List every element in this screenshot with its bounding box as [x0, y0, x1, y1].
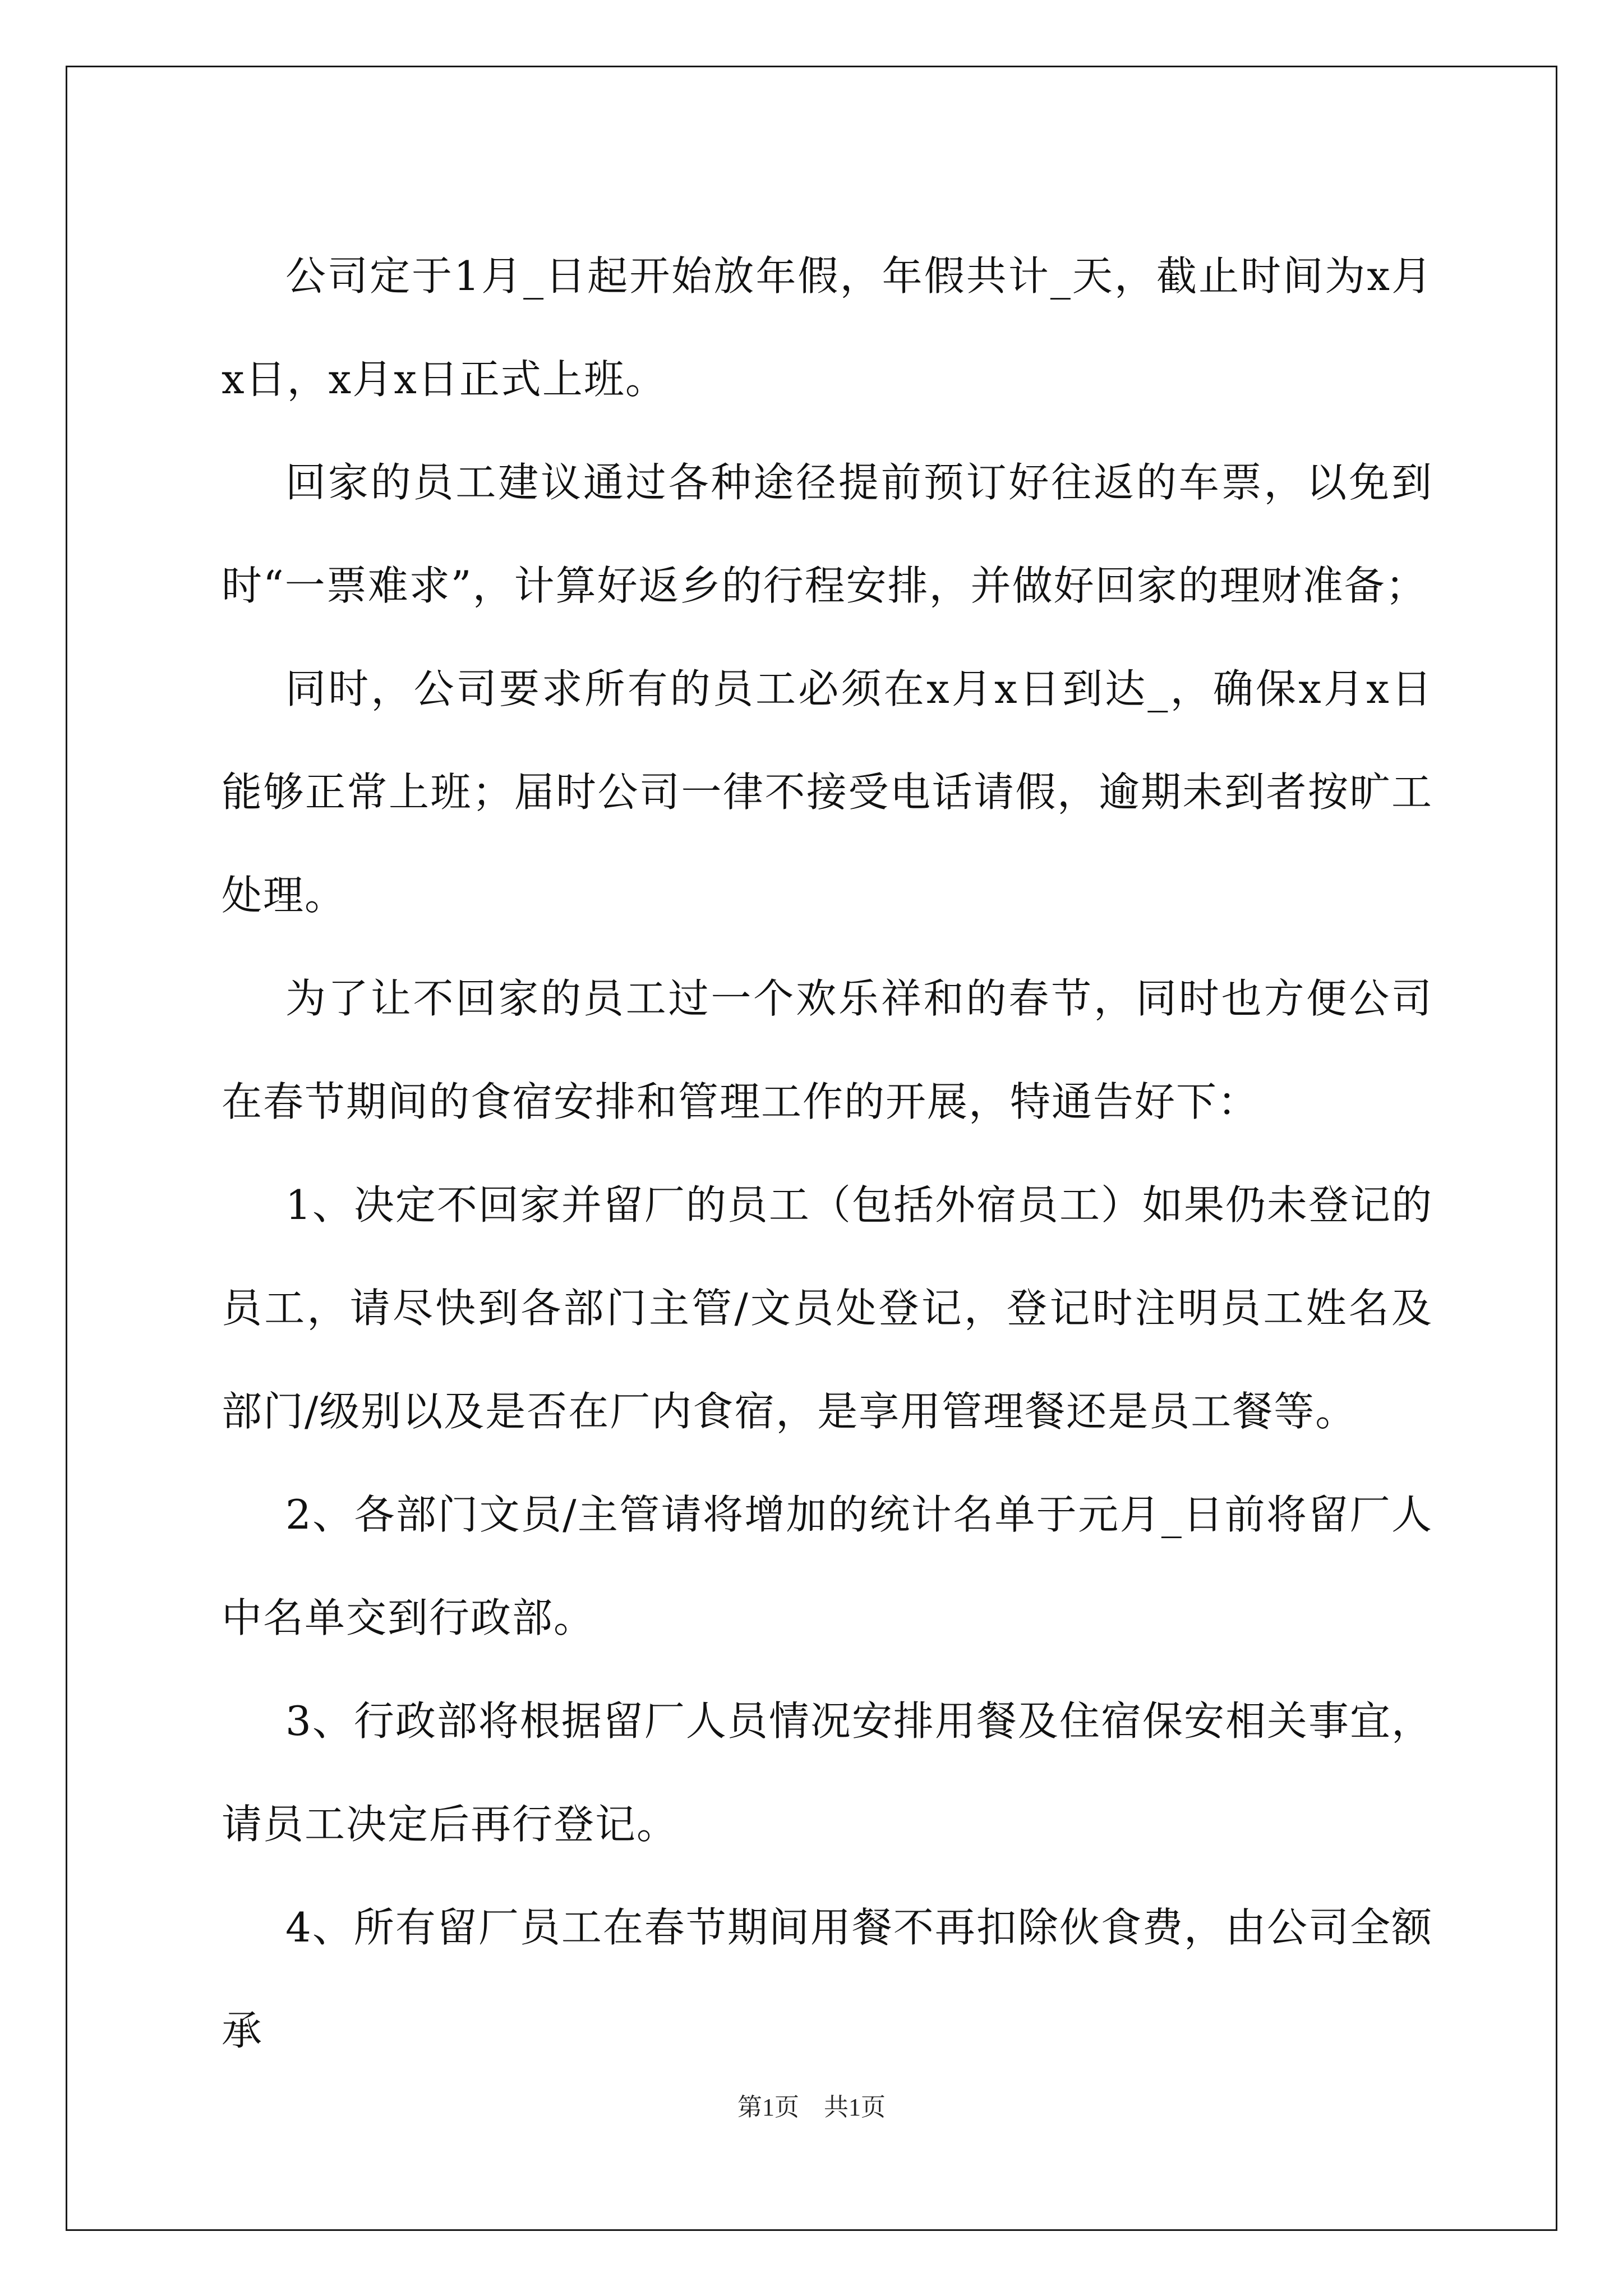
paragraph-item-4: 4、所有留厂员工在春节期间用餐不再扣除伙食费，由公司全额承: [222, 1904, 1433, 2054]
paragraph-item-1: 1、决定不回家并留厂的员工（包括外宿员工）如果仍未登记的员工，请尽快到各部门主管/文员处登记，登记时注明员工姓名及部门/级别以及是否在厂内食宿，是享用管理餐还是员工餐等。: [222, 1181, 1433, 1435]
paragraph-item-3: 3、行政部将根据留厂人员情况安排用餐及住宿保安相关事宜，请员工决定后再行登记。: [222, 1697, 1433, 1848]
paragraph-ticket-advice: 回家的员工建议通过各种途径提前预订好往返的车票，以免到时“一票难求”，计算好返乡的行程安排，并做好回家的理财准备；: [222, 459, 1433, 609]
paragraph-item-2: 2、各部门文员/主管请将增加的统计名单于元月_日前将留厂人中名单交到行政部。: [222, 1491, 1433, 1641]
page-number-footer: 第1页 共1页: [737, 2093, 886, 2121]
paragraph-return-requirement: 同时，公司要求所有的员工必须在x月x日到达_，确保x月x日能够正常上班；届时公司一律不接受电话请假，逾期未到者按旷工处理。: [222, 665, 1433, 919]
paragraph-holiday-dates: 公司定于1月_日起开始放年假，年假共计_天，截止时间为x月x日，x月x日正式上班。: [222, 252, 1433, 403]
paragraph-notice-intro: 为了让不回家的员工过一个欢乐祥和的春节，同时也方便公司在春节期间的食宿安排和管理工作的开展，特通告好下：: [222, 975, 1433, 1125]
document-body: [222, 224, 1433, 2082]
